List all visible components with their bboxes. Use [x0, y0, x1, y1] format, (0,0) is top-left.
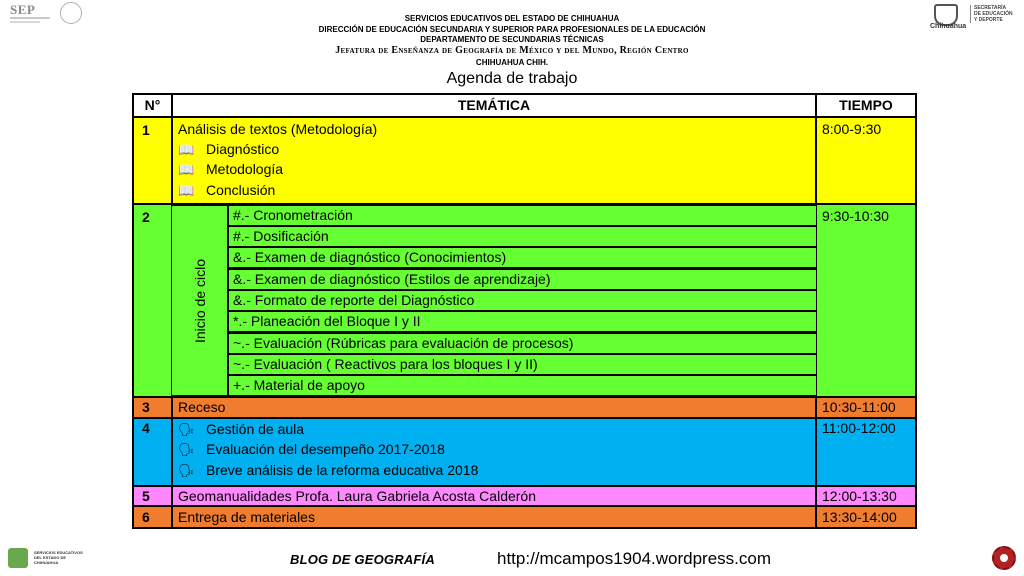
row-2-side-label-cell: [172, 206, 227, 395]
list-item: +.- Material de apoyo: [229, 376, 816, 395]
row-5-topic: Geomanualidades Profa. Laura Gabriela Acosta Calderón: [173, 487, 815, 505]
row-2-num: 2: [134, 205, 171, 396]
list-item: #.- Cronometración: [229, 206, 816, 225]
row-4-num: 4: [134, 419, 171, 485]
list-item: 📖 Diagnóstico: [178, 140, 280, 157]
list-item: 🗣 Gestión de aula: [178, 420, 305, 437]
row-3-topic: Receso: [173, 398, 815, 417]
row-3-num: 3: [134, 398, 171, 417]
emblem-icon: [8, 548, 28, 568]
list-item: ~.- Evaluación (Rúbricas para evaluación de procesos): [229, 334, 816, 353]
footer-logo: [8, 546, 88, 570]
header-line-2: DIRECCIÓN DE EDUCACIÓN SECUNDARIA Y SUPERIOR PARA PROFESIONALES DE LA EDUCACIÓN: [318, 25, 706, 34]
list-item: ~.- Evaluación ( Reactivos para los bloques I y II): [229, 355, 816, 374]
row-6-time: 13:30-14:00: [817, 507, 915, 527]
agenda-table: [132, 93, 917, 529]
row-4-time: 11:00-12:00: [817, 419, 915, 485]
row-1-topic: [173, 118, 815, 203]
footer-logo-text: SERVICIOS EDUCATIVOS DEL ESTADO DE CHIHUAHUA: [34, 550, 83, 565]
header-line-4: Jefatura de Enseñanza de Geografía de México y del Mundo, Región Centro: [335, 45, 689, 56]
list-item: 📖 Metodología: [178, 161, 284, 178]
blog-label: BLOG DE GEOGRAFÍA: [290, 552, 435, 567]
list-item: &.- Examen de diagnóstico (Estilos de aprendizaje): [229, 270, 816, 289]
header-line-5: CHIHUAHUA CHIH.: [475, 58, 549, 67]
speaking-head-icon: 🗣: [178, 442, 195, 458]
book-icon: 📖: [178, 141, 195, 157]
row-5-num: 5: [134, 487, 171, 505]
blog-url-link[interactable]: http://mcampos1904.wordpress.com: [497, 549, 772, 568]
list-item: #.- Dosificación: [229, 227, 816, 246]
speaking-head-icon: 🗣: [178, 421, 195, 437]
header-line-1: SERVICIOS EDUCATIVOS DEL ESTADO DE CHIHUAHUA: [404, 14, 620, 23]
book-icon: 📖: [178, 162, 195, 178]
row-3-time: 10:30-11:00: [817, 398, 915, 417]
gear-icon: [992, 546, 1016, 570]
book-icon: 📖: [178, 182, 195, 198]
list-item: &.- Examen de diagnóstico (Conocimientos): [229, 248, 816, 267]
row-5-time: 12:00-13:30: [817, 487, 915, 505]
row-4-topic: [173, 419, 815, 485]
sep-logo-text: SEP: [10, 2, 36, 17]
header-topic: TEMÁTICA: [173, 95, 815, 116]
page-title: Agenda de trabajo: [446, 70, 578, 87]
header-time: TIEMPO: [817, 95, 915, 116]
row-1-title: Análisis de textos (Metodología): [178, 121, 378, 137]
header-num: N°: [134, 95, 171, 116]
row-1-time: 8:00-9:30: [817, 118, 915, 203]
chihuahua-logo-text: Chihuahua: [930, 23, 967, 30]
row-6-topic: Entrega de materiales: [173, 507, 815, 527]
row-6-num: 6: [134, 507, 171, 527]
row-1-num: 1: [134, 118, 171, 203]
list-item: 📖 Conclusión: [178, 181, 276, 198]
list-item: &.- Formato de reporte del Diagnóstico: [229, 291, 816, 310]
row-2-time: 9:30-10:30: [817, 205, 915, 396]
row-2-side-label: Inicio de ciclo: [191, 258, 208, 343]
list-item: *.- Planeación del Bloque I y II: [229, 312, 816, 331]
header-line-3: DEPARTAMENTO DE SECUNDARIAS TÉCNICAS: [420, 35, 604, 44]
list-item: 🗣 Breve análisis de la reforma educativa 2018: [178, 461, 479, 478]
list-item: 🗣 Evaluación del desempeño 2017-2018: [178, 441, 445, 458]
speaking-head-icon: 🗣: [178, 462, 195, 478]
chihuahua-dept-text: SECRETARÍA DE EDUCACIÓN Y DEPORTE: [970, 5, 1014, 23]
